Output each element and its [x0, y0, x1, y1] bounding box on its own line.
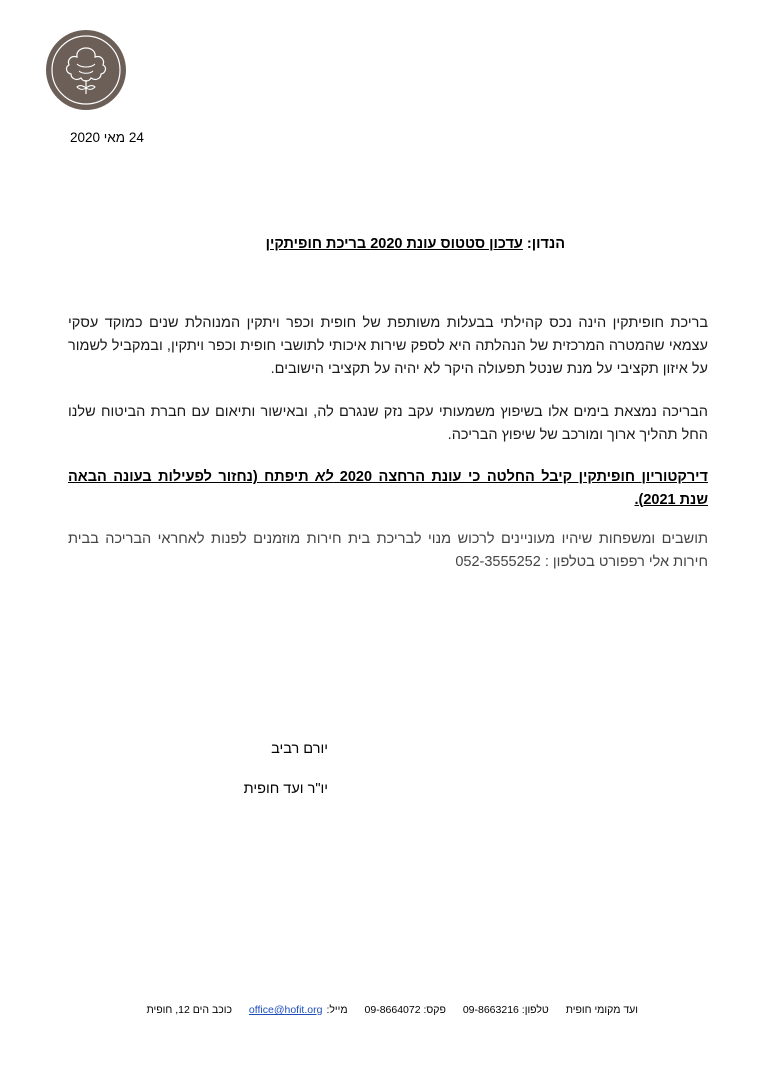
footer-fax: פקס: 09-8664072 — [364, 1004, 446, 1016]
letter-date: 24 מאי 2020 — [70, 130, 144, 145]
letter-subject — [266, 236, 565, 252]
paragraph-decision — [68, 466, 708, 512]
signature-name: יורם רביב — [271, 741, 328, 757]
footer-email-label: מייל: — [326, 1004, 348, 1016]
decision-text-start: דירקטוריון חופיתקין קיבל החלטה כי עונת הרחצה 2020 — [333, 469, 708, 485]
footer-phone: טלפון: 09-8663216 — [462, 1004, 549, 1016]
decision-emphasis: לא — [315, 469, 334, 485]
subject-text: עדכון סטטוס עונת 2020 בריכת חופיתקין — [265, 236, 523, 252]
decision-text-end: תיפתח (נחזור לפעילות בעונה הבאה שנת 2021). — [68, 469, 708, 508]
subject-label: הנדון: — [526, 236, 565, 252]
paragraph-renovation: הבריכה נמצאת בימים אלו בשיפוץ משמעותי עקב נזק שנגרם לה, ובאישור ותיאום עם חברת הביטוח שלנו החל תהליך ארוך ומורכב של שיפוץ הבריכה. — [68, 404, 708, 443]
footer-address: כוכב הים 12, חופית — [146, 1004, 232, 1016]
paragraph-intro: בריכת חופיתקין הינה נכס קהילתי בבעלות משותפת של חופית וכפר ויתקין המנוהלת שנים כמוקד עסקי עצמאי שהמטרה המרכזית של הנהלתה היא לספק שירות איכותי לתושבי חופית וכפר ויתקין, ובמקביל לשמור על איזון תקציבי על מנת שנטל תפעולה היקר לא יהיה על תקציבי הישובים. — [68, 315, 708, 377]
hofit-logo-icon — [46, 30, 126, 110]
footer-email-link[interactable]: office@hofit.org — [248, 1004, 323, 1016]
footer-org: ועד מקומי חופית — [565, 1004, 638, 1016]
paragraph-alternative: תושבים ומשפחות שיהיו מעוניינים לרכוש מנוי לבריכת בית חירות מוזמנים לפנות לאחראי הבריכה בבית חירות אלי רפפורט בטלפון : 052-3555252 — [68, 531, 708, 570]
letter-footer — [118, 1004, 638, 1016]
signature-title: יו"ר ועד חופית — [243, 781, 328, 797]
